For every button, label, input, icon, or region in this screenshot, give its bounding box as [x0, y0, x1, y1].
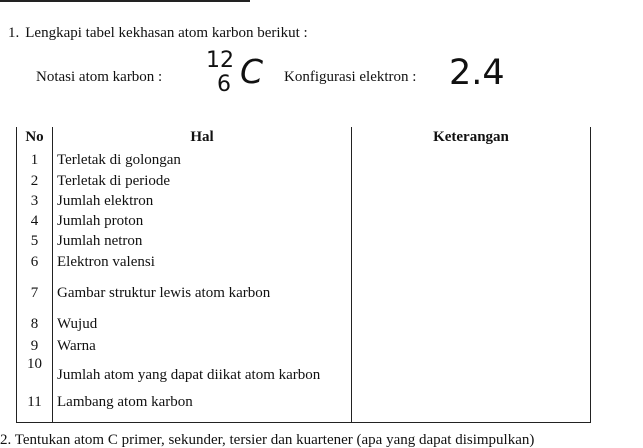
row-hal: Wujud	[53, 313, 352, 336]
row-hal: Warna	[53, 336, 352, 356]
row-no: 3	[17, 191, 53, 211]
table-row	[17, 273, 591, 313]
row-no: 7	[17, 273, 53, 313]
top-divider	[0, 0, 250, 2]
row-no: 8	[17, 313, 53, 336]
question-text: Lengkapi tabel kekhasan atom karbon berikut :	[25, 25, 308, 41]
carbon-nuclide-notation	[206, 48, 276, 98]
row-no: 4	[17, 211, 53, 231]
row-no: 10	[17, 356, 53, 394]
table-row	[17, 150, 591, 171]
configuration-value: 2.4	[449, 53, 505, 93]
row-keterangan[interactable]	[352, 356, 591, 394]
row-hal: Terletak di golongan	[53, 150, 352, 171]
row-hal: Lambang atom karbon	[53, 394, 352, 423]
carbon-properties-table	[16, 127, 591, 423]
table-row	[17, 313, 591, 336]
row-keterangan[interactable]	[352, 273, 591, 313]
table-header-row	[17, 127, 591, 150]
header-no: No	[17, 127, 53, 150]
table-row	[17, 171, 591, 191]
row-no: 11	[17, 394, 53, 423]
row-keterangan[interactable]	[352, 191, 591, 211]
table-row	[17, 191, 591, 211]
question-1	[8, 25, 308, 42]
table-row	[17, 356, 591, 394]
mass-number: 12	[206, 48, 234, 73]
header-hal: Hal	[53, 127, 352, 150]
row-keterangan[interactable]	[352, 171, 591, 191]
notation-label: Notasi atom karbon :	[36, 69, 163, 85]
row-no: 6	[17, 252, 53, 273]
element-symbol: C	[240, 52, 264, 91]
configuration-label: Konfigurasi elektron :	[284, 69, 417, 85]
header-keterangan: Keterangan	[352, 127, 591, 150]
question-number: 1.	[8, 25, 20, 41]
row-hal: Jumlah atom yang dapat diikat atom karbon	[53, 356, 352, 394]
row-keterangan[interactable]	[352, 252, 591, 273]
table-row	[17, 394, 591, 423]
table-row	[17, 336, 591, 356]
row-no: 9	[17, 336, 53, 356]
row-keterangan[interactable]	[352, 336, 591, 356]
next-question-fragment: 2. Tentukan atom C primer, sekunder, tersier dan kuartener (apa yang dapat disimpulkan)	[0, 432, 535, 448]
table-row	[17, 231, 591, 252]
row-keterangan[interactable]	[352, 231, 591, 252]
row-keterangan[interactable]	[352, 394, 591, 423]
row-hal: Jumlah netron	[53, 231, 352, 252]
row-no: 1	[17, 150, 53, 171]
row-keterangan[interactable]	[352, 150, 591, 171]
row-keterangan[interactable]	[352, 313, 591, 336]
table-row	[17, 211, 591, 231]
atomic-number: 6	[217, 72, 231, 97]
row-hal: Terletak di periode	[53, 171, 352, 191]
row-hal: Jumlah proton	[53, 211, 352, 231]
row-hal: Gambar struktur lewis atom karbon	[53, 273, 352, 313]
row-no: 2	[17, 171, 53, 191]
row-keterangan[interactable]	[352, 211, 591, 231]
row-no: 5	[17, 231, 53, 252]
row-hal: Jumlah elektron	[53, 191, 352, 211]
notation-row	[36, 48, 636, 98]
row-hal: Elektron valensi	[53, 252, 352, 273]
table-row	[17, 252, 591, 273]
